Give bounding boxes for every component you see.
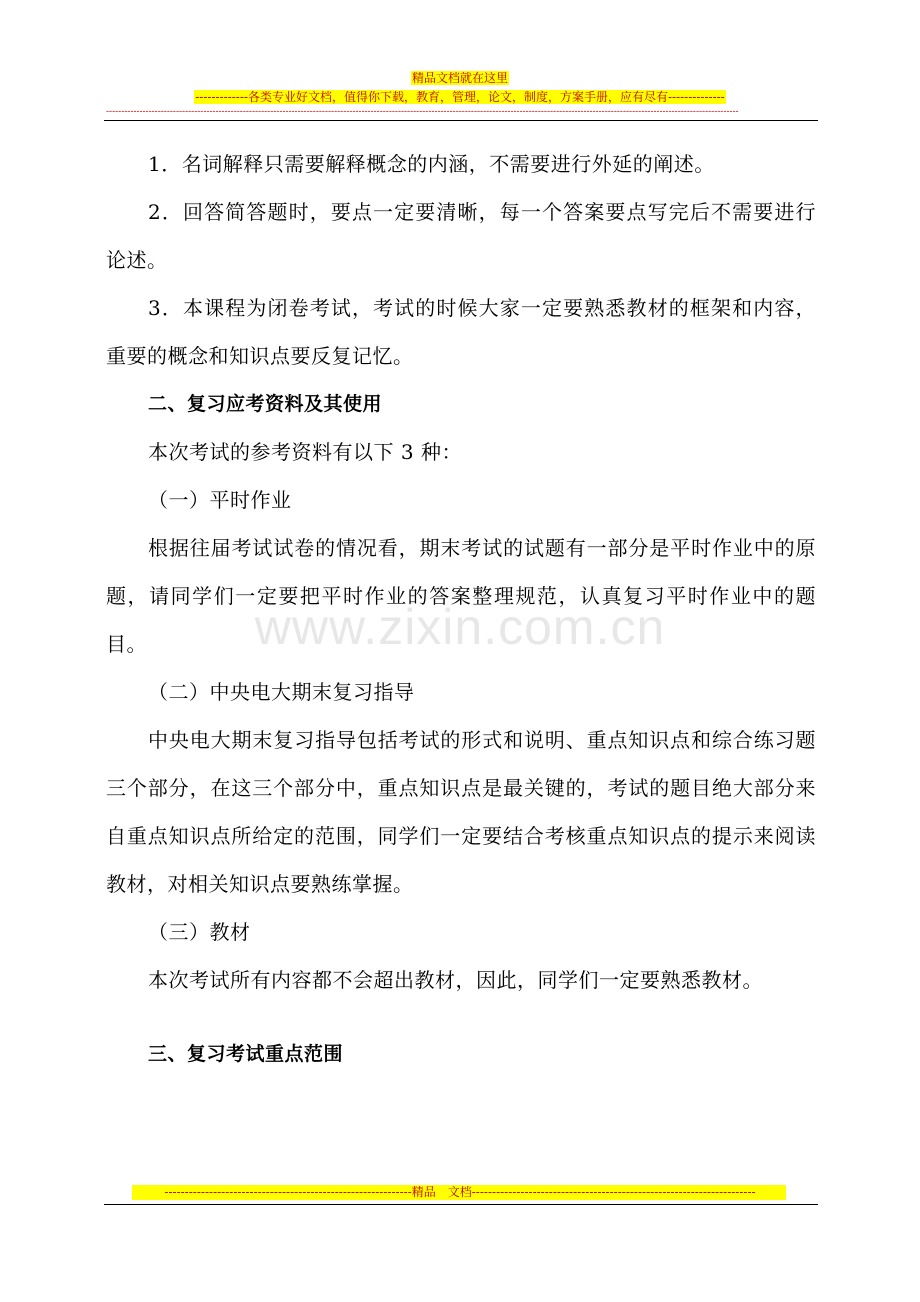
review-guide-paragraph: 中央电大期末复习指导包括考试的形式和说明、重点知识点和综合练习题三个部分，在这三个部分中，重点知识点是最关键的，考试的题目绝大部分来自重点知识点所给定的范围，同学们一定要结合考核重点知识点的提示来阅读教材，对相关知识点要熟练掌握。 xyxy=(106,728,816,896)
subheading-textbook: （三）教材 xyxy=(148,920,251,944)
header-subtitle: -------------各类专业好文档，值得你下载，教育，管理，论文，制度，方案手册，应有尽有-------------- xyxy=(195,90,725,104)
header-title-line xyxy=(0,67,920,86)
point-2: 2．回答简答题时，要点一定要清晰，每一个答案要点写完后不需要进行论述。 xyxy=(106,200,816,272)
footer-text: -------------------------------------------------------------精品 文档---------------------------------------------------------------------- xyxy=(132,1185,786,1200)
footer-rule xyxy=(104,1204,818,1205)
header-title: 精品文档就在这里 xyxy=(411,71,508,85)
textbook-paragraph: 本次考试所有内容都不会超出教材，因此，同学们一定要熟悉教材。 xyxy=(148,968,763,992)
section-heading-2: 二、复习应考资料及其使用 xyxy=(148,393,383,415)
subheading-homework: （一）平时作业 xyxy=(148,488,292,512)
subheading-review-guide: （二）中央电大期末复习指导 xyxy=(148,680,415,704)
watermark: www.zixin.com.cn xyxy=(254,599,666,655)
header-dashes: ---------------------------------------------------------------------------------------------------------------------------------------------------------------------------------------------------------------- xyxy=(106,108,739,117)
footer-line xyxy=(132,1185,786,1200)
point-1: 1．名词解释只需要解释概念的内涵，不需要进行外延的阐述。 xyxy=(148,152,715,176)
header-rule xyxy=(104,120,818,121)
point-3: 3．本课程为闭卷考试，考试的时候大家一定要熟悉教材的框架和内容，重要的概念和知识点要反复记忆。 xyxy=(106,296,816,368)
document-body xyxy=(106,140,816,1078)
homework-paragraph: 根据往届考试试卷的情况看，期末考试的试题有一部分是平时作业中的原题，请同学们一定要把平时作业的答案整理规范，认真复习平时作业中的题目。 xyxy=(106,536,816,656)
reference-intro: 本次考试的参考资料有以下 3 种： xyxy=(148,440,462,464)
section-heading-3: 三、复习考试重点范围 xyxy=(148,1043,344,1065)
header-subtitle-line xyxy=(0,86,920,105)
